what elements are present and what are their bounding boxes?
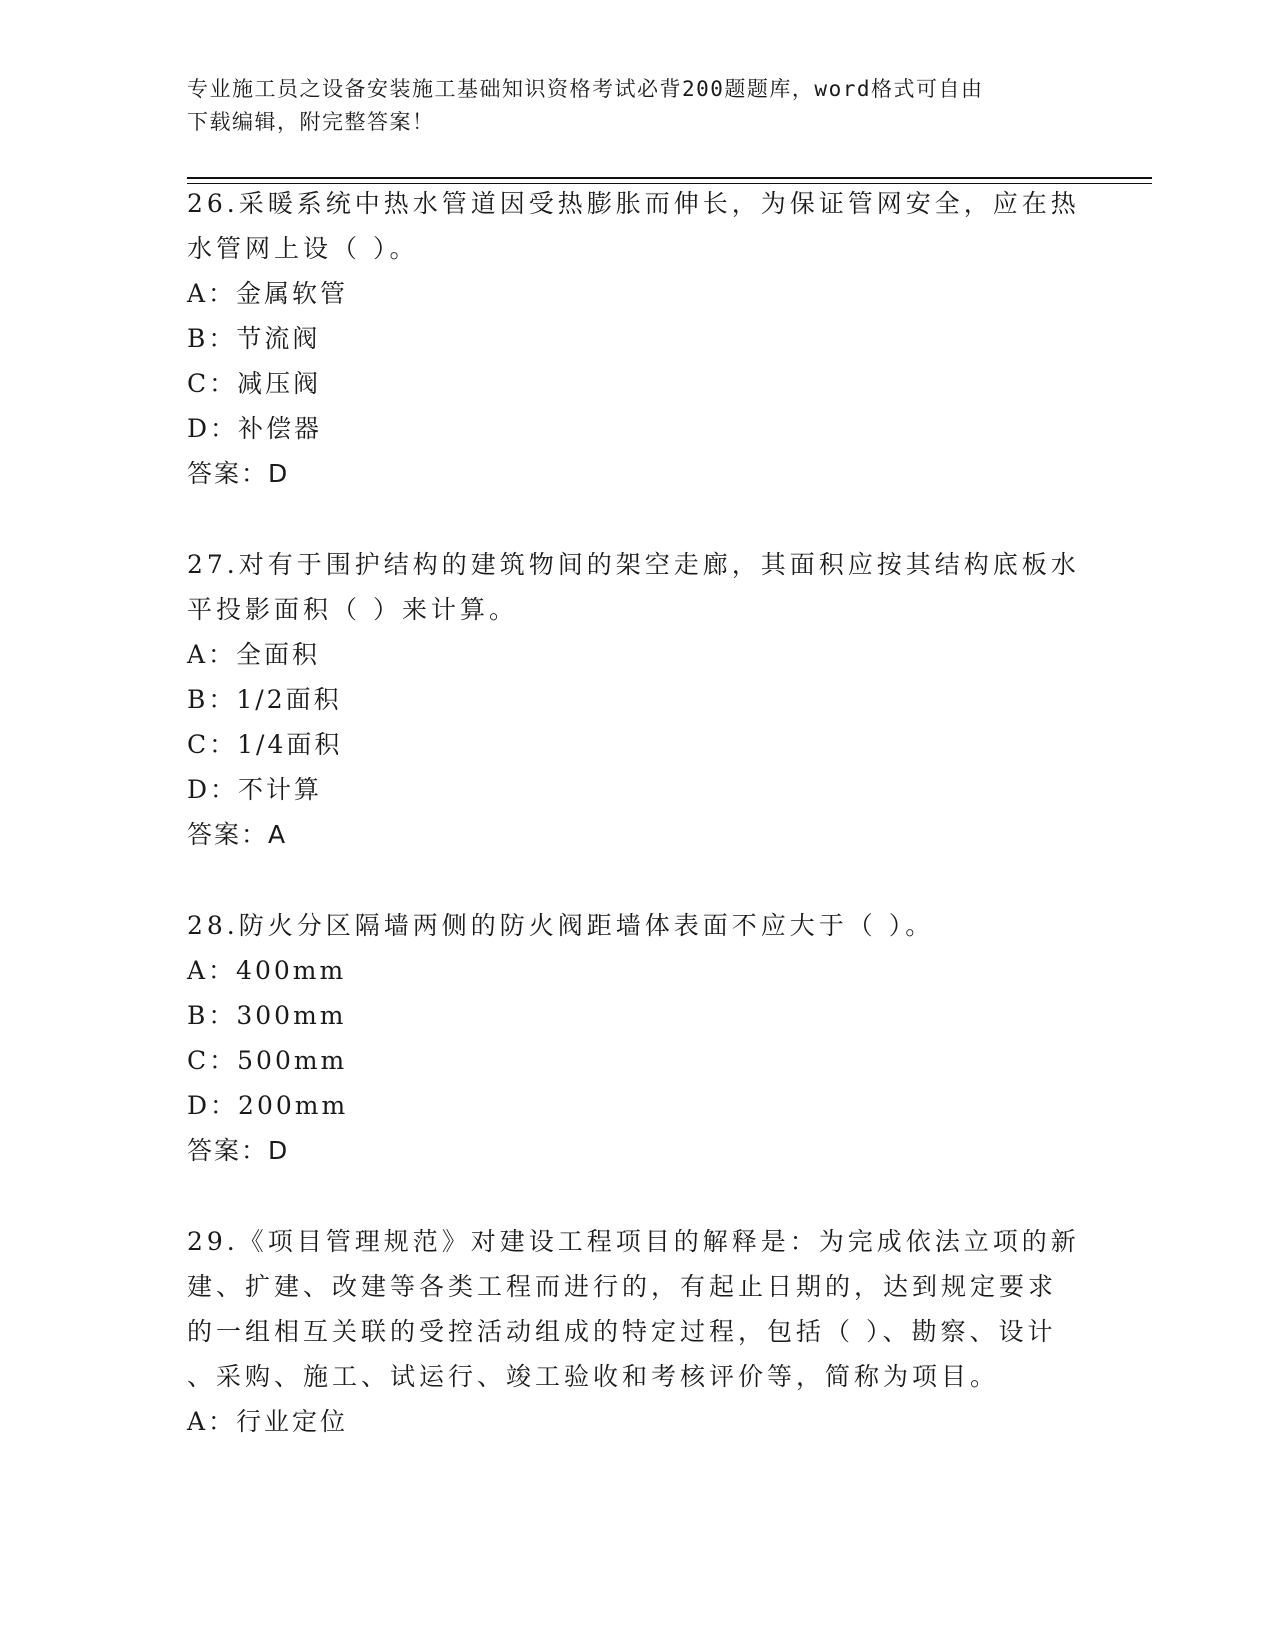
option-b: B：1/2面积 [187, 685, 342, 714]
option-a: A：行业定位 [187, 1407, 349, 1436]
option-c: C：1/4面积 [187, 730, 343, 759]
option-c: C：减压阀 [187, 369, 322, 398]
question-stem-line: 水管网上设（ ）。 [187, 234, 419, 263]
option-a: A：400mm [187, 956, 347, 985]
answer-line: 答案：D [187, 459, 290, 488]
question-stem-line: 26.采暖系统中热水管道因受热膨胀而伸长，为保证管网安全，应在热 [187, 189, 1080, 218]
question-28 [187, 903, 1087, 1173]
question-stem-line: 29.《项目管理规范》对建设工程项目的解释是：为完成依法立项的新 [187, 1227, 1080, 1256]
question-27 [187, 542, 1087, 857]
option-d: D：不计算 [187, 775, 323, 804]
question-stem-line: 建、扩建、改建等各类工程而进行的，有起止日期的，达到规定要求 [187, 1272, 1058, 1301]
option-b: B：300mm [187, 1001, 347, 1030]
answer-line: 答案：D [187, 1136, 290, 1165]
question-stem-line: 28.防火分区隔墙两侧的防火阀距墙体表面不应大于（ ）。 [187, 911, 935, 940]
header-line-1: 专业施工员之设备安装施工基础知识资格考试必背200题题库，word格式可自由 [187, 77, 984, 101]
question-stem-line: 27.对有于围护结构的建筑物间的架空走廊，其面积应按其结构底板水 [187, 550, 1080, 579]
header-divider-thick [187, 177, 1152, 179]
answer-line: 答案：A [187, 820, 288, 849]
question-stem-line: 平投影面积（ ）来计算。 [187, 595, 518, 624]
option-c: C：500mm [187, 1046, 348, 1075]
question-stem-line: 、采购、施工、试运行、竣工验收和考核评价等，简称为项目。 [187, 1362, 1000, 1391]
question-stem-line: 的一组相互关联的受控活动组成的特定过程，包括（ ）、勘察、设计 [187, 1317, 1057, 1346]
question-29 [187, 1219, 1087, 1444]
document-header [187, 73, 1067, 139]
option-a: A：全面积 [187, 640, 321, 669]
question-26 [187, 181, 1087, 496]
option-a: A：金属软管 [187, 279, 349, 308]
option-b: B：节流阀 [187, 324, 321, 353]
header-line-2: 下载编辑，附完整答案！ [187, 110, 435, 134]
option-d: D：补偿器 [187, 414, 323, 443]
option-d: D：200mm [187, 1091, 349, 1120]
